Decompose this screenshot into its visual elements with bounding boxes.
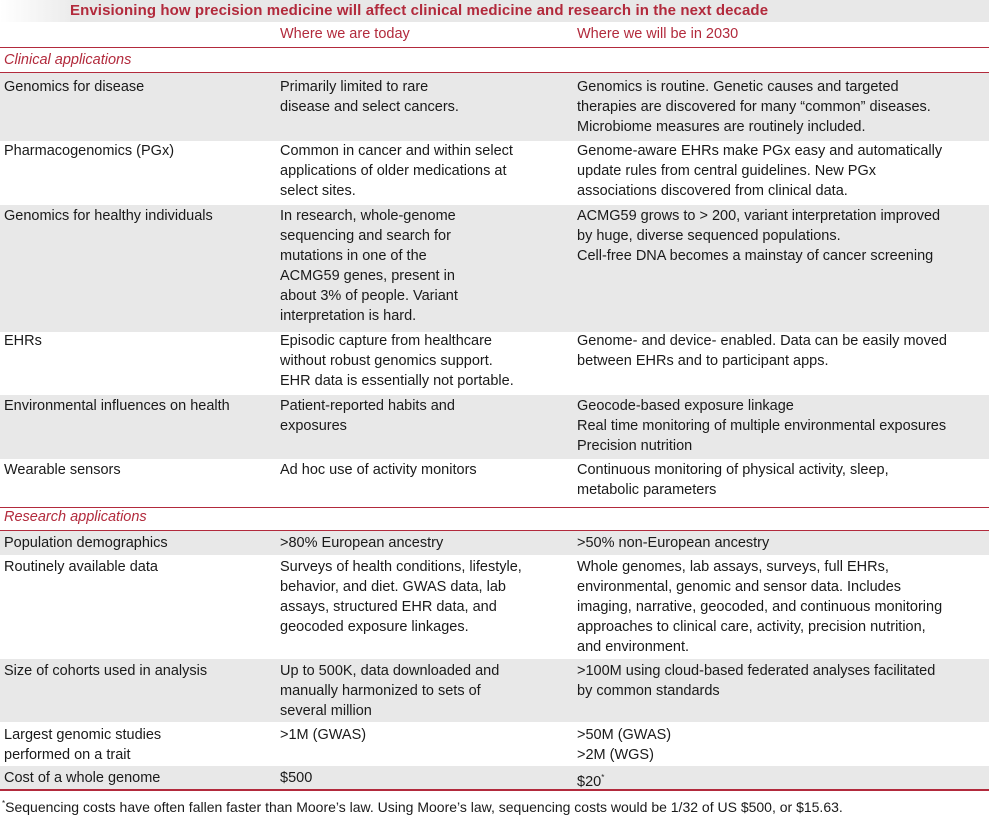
row-label-wearables: Wearable sensors [4, 462, 121, 478]
section-rule-research-top [0, 507, 989, 508]
row-label-largest-studies: Largest genomic studies performed on a trait [4, 727, 162, 763]
row-label-cohorts: Size of cohorts used in analysis [4, 663, 208, 679]
cell-future-cost: $20* [577, 773, 605, 790]
cell-today-pgx: Common in cancer and within select applications of older medications at select sites. [280, 143, 513, 199]
cell-future-healthy-individuals: ACMG59 grows to > 200, variant interpretation improved by huge, diverse sequenced populations. Cell-free DNA becomes a mainstay of cancer screening [577, 208, 941, 264]
cell-future-genomics-disease: Genomics is routine. Genetic causes and targeted therapies are discovered for many “common” diseases. Microbiome measures are routinely included. [577, 79, 931, 135]
row-label-healthy-individuals: Genomics for healthy individuals [4, 208, 213, 224]
row-label-available-data: Routinely available data [4, 559, 158, 575]
footnote-text: Sequencing costs have often fallen faster than Moore’s law. Using Moore’s law, sequencing costs would be 1/32 of US $500, or $15.63. [5, 799, 843, 815]
cell-today-demographics: >80% European ancestry [280, 535, 444, 551]
table-footnote [2, 795, 843, 816]
cell-today-healthy-individuals: In research, whole-genome sequencing and search for mutations in one of the ACMG59 genes, present in about 3% of people. Variant interpretation is hard. [280, 208, 458, 324]
cell-today-environmental: Patient-reported habits and exposures [280, 398, 455, 434]
cell-today-ehrs: Episodic capture from healthcare without robust genomics support. EHR data is essentially not portable. [280, 333, 514, 389]
row-label-demographics: Population demographics [4, 535, 168, 551]
cell-today-largest-studies: >1M (GWAS) [280, 727, 367, 743]
row-label-genomics-disease: Genomics for disease [4, 79, 145, 95]
title-bar [0, 0, 989, 22]
cell-today-cost: $500 [280, 770, 313, 786]
column-header-today: Where we are today [280, 26, 410, 42]
cell-future-largest-studies: >50M (GWAS) >2M (WGS) [577, 727, 672, 763]
cell-today-genomics-disease: Primarily limited to rare disease and select cancers. [280, 79, 459, 115]
cell-future-available-data: Whole genomes, lab assays, surveys, full EHRs, environmental, genomic and sensor data. Includes imaging, narrative, geocoded, and continuous monitoring approaches to clinical care, activity, precision nutrition, and environment. [577, 559, 943, 655]
footnote-mark: * [2, 799, 6, 808]
header-rule [0, 47, 989, 48]
cell-future-wearables: Continuous monitoring of physical activity, sleep, metabolic parameters [577, 462, 889, 498]
table-title: Envisioning how precision medicine will affect clinical medicine and research in the next decade [70, 2, 769, 19]
row-label-cost: Cost of a whole genome [4, 770, 161, 786]
section-research-applications: Research applications [4, 509, 147, 525]
column-header-future: Where we will be in 2030 [577, 26, 739, 42]
cell-future-demographics: >50% non-European ancestry [577, 535, 770, 551]
cell-future-pgx: Genome-aware EHRs make PGx easy and automatically update rules from central guidelines. New PGx associations discovered from clinical data. [577, 143, 943, 199]
cell-future-environmental: Geocode-based exposure linkage Real time monitoring of multiple environmental exposures Precision nutrition [577, 398, 947, 454]
row-label-pgx: Pharmacogenomics (PGx) [4, 143, 175, 159]
cell-future-ehrs: Genome- and device- enabled. Data can be easily moved between EHRs and to participant apps. [577, 333, 947, 369]
cell-future-cohorts: >100M using cloud-based federated analyses facilitated by common standards [577, 663, 936, 699]
cell-today-wearables: Ad hoc use of activity monitors [280, 462, 477, 478]
row-label-ehrs: EHRs [4, 333, 42, 349]
row-label-environmental: Environmental influences on health [4, 398, 230, 414]
section-clinical-applications: Clinical applications [4, 52, 132, 68]
cell-today-cohorts: Up to 500K, data downloaded and manually harmonized to sets of several million [280, 663, 500, 719]
cell-today-available-data: Surveys of health conditions, lifestyle, behavior, and diet. GWAS data, lab assays, structured EHR data, and geocoded exposure linkages. [280, 559, 522, 635]
footnote-marker: * [601, 773, 605, 782]
